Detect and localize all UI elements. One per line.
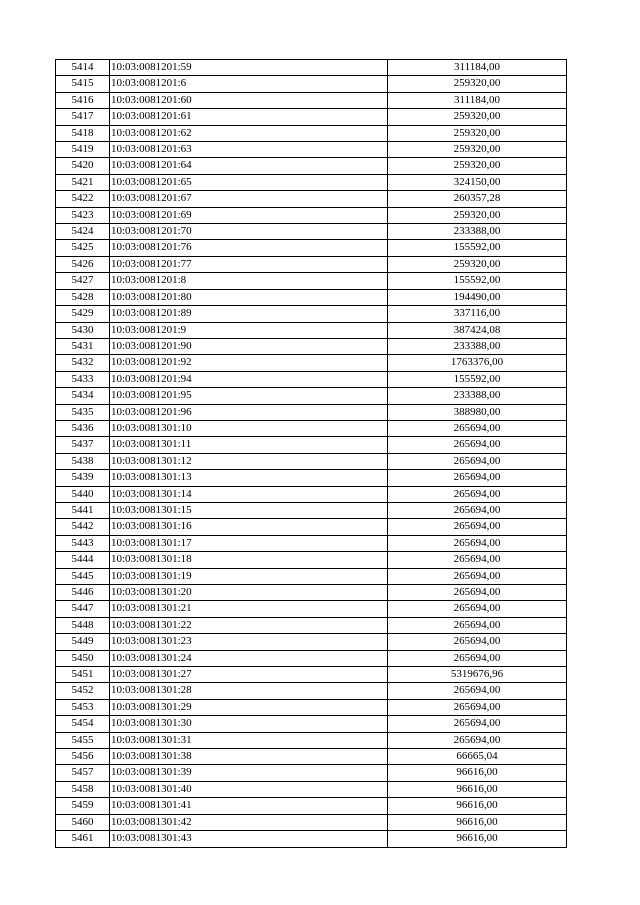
table-row	[56, 601, 567, 617]
cadastral-number-cell: 10:03:0081201:6	[110, 76, 388, 92]
row-number-cell: 5441	[56, 502, 110, 518]
row-number-cell: 5416	[56, 92, 110, 108]
row-number-cell: 5434	[56, 388, 110, 404]
amount-cell: 259320,00	[388, 76, 567, 92]
cadastral-number-cell: 10:03:0081301:22	[110, 617, 388, 633]
cadastral-number-cell: 10:03:0081301:39	[110, 765, 388, 781]
amount-cell: 233388,00	[388, 224, 567, 240]
cadastral-number-cell: 10:03:0081301:17	[110, 535, 388, 551]
table-row	[56, 437, 567, 453]
table-row	[56, 486, 567, 502]
table-row	[56, 224, 567, 240]
amount-cell: 96616,00	[388, 765, 567, 781]
row-number-cell: 5457	[56, 765, 110, 781]
amount-cell: 265694,00	[388, 535, 567, 551]
cadastral-number-cell: 10:03:0081201:64	[110, 158, 388, 174]
amount-cell: 265694,00	[388, 585, 567, 601]
row-number-cell: 5419	[56, 142, 110, 158]
amount-cell: 233388,00	[388, 388, 567, 404]
row-number-cell: 5440	[56, 486, 110, 502]
row-number-cell: 5429	[56, 306, 110, 322]
table-row	[56, 749, 567, 765]
table-row	[56, 617, 567, 633]
row-number-cell: 5425	[56, 240, 110, 256]
table-row	[56, 388, 567, 404]
amount-cell: 265694,00	[388, 552, 567, 568]
row-number-cell: 5445	[56, 568, 110, 584]
cadastral-number-cell: 10:03:0081301:42	[110, 814, 388, 830]
amount-cell: 265694,00	[388, 470, 567, 486]
amount-cell: 311184,00	[388, 60, 567, 76]
row-number-cell: 5432	[56, 355, 110, 371]
cadastral-number-cell: 10:03:0081301:19	[110, 568, 388, 584]
cadastral-number-cell: 10:03:0081201:61	[110, 109, 388, 125]
table-row	[56, 404, 567, 420]
cadastral-number-cell: 10:03:0081301:16	[110, 519, 388, 535]
amount-cell: 259320,00	[388, 125, 567, 141]
amount-cell: 265694,00	[388, 617, 567, 633]
table-row	[56, 289, 567, 305]
amount-cell: 259320,00	[388, 256, 567, 272]
cadastral-number-cell: 10:03:0081301:24	[110, 650, 388, 666]
amount-cell: 265694,00	[388, 650, 567, 666]
amount-cell: 5319676,96	[388, 667, 567, 683]
row-number-cell: 5427	[56, 273, 110, 289]
cadastral-number-cell: 10:03:0081201:60	[110, 92, 388, 108]
table-row	[56, 60, 567, 76]
row-number-cell: 5456	[56, 749, 110, 765]
row-number-cell: 5459	[56, 798, 110, 814]
amount-cell: 259320,00	[388, 207, 567, 223]
table-row	[56, 568, 567, 584]
amount-cell: 337116,00	[388, 306, 567, 322]
cadastral-number-cell: 10:03:0081301:20	[110, 585, 388, 601]
amount-cell: 259320,00	[388, 158, 567, 174]
row-number-cell: 5433	[56, 371, 110, 387]
table-row	[56, 519, 567, 535]
table-row	[56, 535, 567, 551]
table-row	[56, 76, 567, 92]
cadastral-number-cell: 10:03:0081201:89	[110, 306, 388, 322]
table-row	[56, 683, 567, 699]
row-number-cell: 5435	[56, 404, 110, 420]
row-number-cell: 5442	[56, 519, 110, 535]
amount-cell: 259320,00	[388, 109, 567, 125]
cadastral-number-cell: 10:03:0081201:8	[110, 273, 388, 289]
amount-cell: 265694,00	[388, 732, 567, 748]
table-row	[56, 798, 567, 814]
records-table	[55, 59, 567, 848]
cadastral-number-cell: 10:03:0081201:92	[110, 355, 388, 371]
row-number-cell: 5447	[56, 601, 110, 617]
cadastral-number-cell: 10:03:0081201:62	[110, 125, 388, 141]
row-number-cell: 5454	[56, 716, 110, 732]
table-row	[56, 453, 567, 469]
table-row	[56, 420, 567, 436]
amount-cell: 387424,08	[388, 322, 567, 338]
amount-cell: 155592,00	[388, 371, 567, 387]
row-number-cell: 5422	[56, 191, 110, 207]
amount-cell: 265694,00	[388, 519, 567, 535]
table-row	[56, 191, 567, 207]
cadastral-number-cell: 10:03:0081301:13	[110, 470, 388, 486]
cadastral-number-cell: 10:03:0081301:40	[110, 781, 388, 797]
table-row	[56, 502, 567, 518]
table-row	[56, 732, 567, 748]
row-number-cell: 5426	[56, 256, 110, 272]
row-number-cell: 5431	[56, 338, 110, 354]
row-number-cell: 5450	[56, 650, 110, 666]
records-table-body	[56, 60, 567, 848]
row-number-cell: 5421	[56, 174, 110, 190]
cadastral-number-cell: 10:03:0081201:80	[110, 289, 388, 305]
row-number-cell: 5458	[56, 781, 110, 797]
cadastral-number-cell: 10:03:0081301:10	[110, 420, 388, 436]
row-number-cell: 5439	[56, 470, 110, 486]
cadastral-number-cell: 10:03:0081301:14	[110, 486, 388, 502]
table-row	[56, 585, 567, 601]
amount-cell: 155592,00	[388, 273, 567, 289]
amount-cell: 194490,00	[388, 289, 567, 305]
row-number-cell: 5451	[56, 667, 110, 683]
row-number-cell: 5436	[56, 420, 110, 436]
amount-cell: 265694,00	[388, 486, 567, 502]
table-row	[56, 470, 567, 486]
cadastral-number-cell: 10:03:0081201:96	[110, 404, 388, 420]
amount-cell: 265694,00	[388, 634, 567, 650]
amount-cell: 265694,00	[388, 601, 567, 617]
cadastral-number-cell: 10:03:0081201:76	[110, 240, 388, 256]
table-row	[56, 207, 567, 223]
amount-cell: 96616,00	[388, 798, 567, 814]
cadastral-number-cell: 10:03:0081301:38	[110, 749, 388, 765]
table-row	[56, 273, 567, 289]
cadastral-number-cell: 10:03:0081201:65	[110, 174, 388, 190]
amount-cell: 66665,04	[388, 749, 567, 765]
cadastral-number-cell: 10:03:0081201:70	[110, 224, 388, 240]
amount-cell: 96616,00	[388, 831, 567, 847]
amount-cell: 259320,00	[388, 142, 567, 158]
row-number-cell: 5418	[56, 125, 110, 141]
amount-cell: 155592,00	[388, 240, 567, 256]
cadastral-number-cell: 10:03:0081201:59	[110, 60, 388, 76]
amount-cell: 265694,00	[388, 437, 567, 453]
table-row	[56, 142, 567, 158]
row-number-cell: 5424	[56, 224, 110, 240]
cadastral-number-cell: 10:03:0081301:21	[110, 601, 388, 617]
cadastral-number-cell: 10:03:0081201:69	[110, 207, 388, 223]
cadastral-number-cell: 10:03:0081301:12	[110, 453, 388, 469]
row-number-cell: 5461	[56, 831, 110, 847]
cadastral-number-cell: 10:03:0081301:23	[110, 634, 388, 650]
row-number-cell: 5423	[56, 207, 110, 223]
amount-cell: 265694,00	[388, 420, 567, 436]
table-row	[56, 699, 567, 715]
cadastral-number-cell: 10:03:0081301:43	[110, 831, 388, 847]
table-row	[56, 765, 567, 781]
cadastral-number-cell: 10:03:0081201:9	[110, 322, 388, 338]
table-row	[56, 781, 567, 797]
cadastral-number-cell: 10:03:0081301:27	[110, 667, 388, 683]
amount-cell: 388980,00	[388, 404, 567, 420]
amount-cell: 311184,00	[388, 92, 567, 108]
row-number-cell: 5455	[56, 732, 110, 748]
table-row	[56, 667, 567, 683]
cadastral-number-cell: 10:03:0081301:28	[110, 683, 388, 699]
row-number-cell: 5446	[56, 585, 110, 601]
row-number-cell: 5428	[56, 289, 110, 305]
cadastral-number-cell: 10:03:0081301:41	[110, 798, 388, 814]
row-number-cell: 5417	[56, 109, 110, 125]
row-number-cell: 5449	[56, 634, 110, 650]
cadastral-number-cell: 10:03:0081201:77	[110, 256, 388, 272]
amount-cell: 324150,00	[388, 174, 567, 190]
row-number-cell: 5438	[56, 453, 110, 469]
amount-cell: 265694,00	[388, 683, 567, 699]
table-row	[56, 158, 567, 174]
table-row	[56, 125, 567, 141]
table-row	[56, 634, 567, 650]
amount-cell: 265694,00	[388, 502, 567, 518]
table-row	[56, 371, 567, 387]
amount-cell: 1763376,00	[388, 355, 567, 371]
amount-cell: 96616,00	[388, 781, 567, 797]
row-number-cell: 5420	[56, 158, 110, 174]
cadastral-number-cell: 10:03:0081301:29	[110, 699, 388, 715]
cadastral-number-cell: 10:03:0081301:30	[110, 716, 388, 732]
cadastral-number-cell: 10:03:0081201:63	[110, 142, 388, 158]
row-number-cell: 5453	[56, 699, 110, 715]
amount-cell: 96616,00	[388, 814, 567, 830]
amount-cell: 233388,00	[388, 338, 567, 354]
table-row	[56, 92, 567, 108]
table-row	[56, 355, 567, 371]
cadastral-number-cell: 10:03:0081201:67	[110, 191, 388, 207]
row-number-cell: 5437	[56, 437, 110, 453]
row-number-cell: 5415	[56, 76, 110, 92]
table-row	[56, 338, 567, 354]
row-number-cell: 5444	[56, 552, 110, 568]
cadastral-number-cell: 10:03:0081301:15	[110, 502, 388, 518]
cadastral-number-cell: 10:03:0081201:95	[110, 388, 388, 404]
table-row	[56, 174, 567, 190]
amount-cell: 265694,00	[388, 699, 567, 715]
table-row	[56, 831, 567, 847]
cadastral-number-cell: 10:03:0081301:18	[110, 552, 388, 568]
table-row	[56, 552, 567, 568]
table-row	[56, 240, 567, 256]
row-number-cell: 5414	[56, 60, 110, 76]
table-row	[56, 109, 567, 125]
amount-cell: 265694,00	[388, 568, 567, 584]
cadastral-number-cell: 10:03:0081301:11	[110, 437, 388, 453]
cadastral-number-cell: 10:03:0081301:31	[110, 732, 388, 748]
row-number-cell: 5460	[56, 814, 110, 830]
table-row	[56, 306, 567, 322]
row-number-cell: 5430	[56, 322, 110, 338]
table-row	[56, 716, 567, 732]
amount-cell: 265694,00	[388, 716, 567, 732]
table-row	[56, 650, 567, 666]
amount-cell: 265694,00	[388, 453, 567, 469]
table-row	[56, 814, 567, 830]
row-number-cell: 5452	[56, 683, 110, 699]
table-row	[56, 322, 567, 338]
cadastral-number-cell: 10:03:0081201:94	[110, 371, 388, 387]
amount-cell: 260357,28	[388, 191, 567, 207]
row-number-cell: 5448	[56, 617, 110, 633]
table-row	[56, 256, 567, 272]
cadastral-number-cell: 10:03:0081201:90	[110, 338, 388, 354]
row-number-cell: 5443	[56, 535, 110, 551]
